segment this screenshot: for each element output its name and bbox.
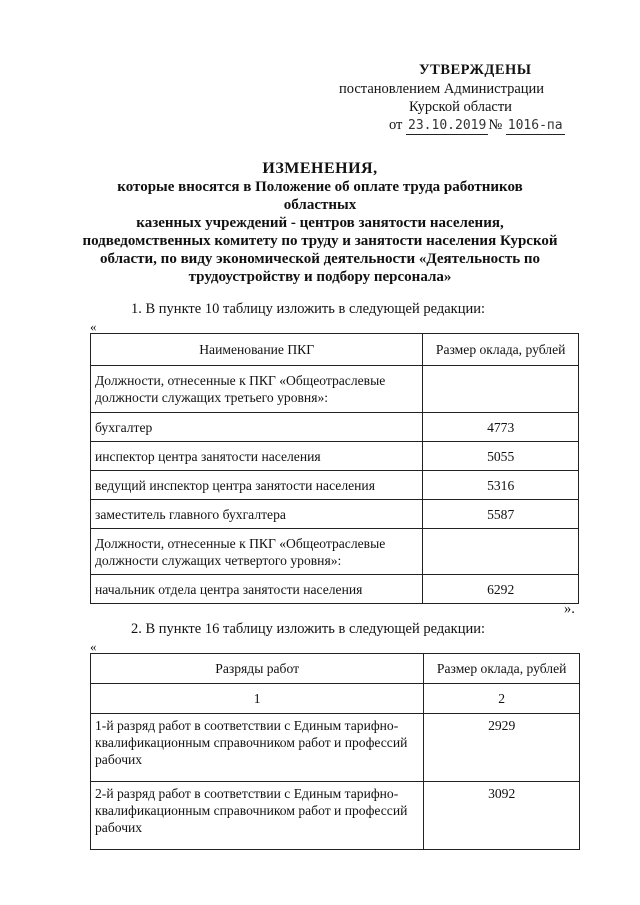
row-name: Должности, отнесенные к ПКГ «Общеотраслевые должности служащих четвертого уровня»: [91,529,423,575]
section1-intro: 1. В пункте 10 таблицу изложить в следующей редакции: [131,301,485,317]
row-value: 2929 [424,714,580,782]
document-heading [80,160,560,286]
approval-date-field [406,117,488,135]
approval-date: 23.10.2019 [408,118,487,133]
approval-title: УТВЕРЖДЕНЫ [419,62,532,78]
section1-close-quote: ». [564,601,575,617]
approval-number: 1016-па [507,118,563,133]
row-name: бухгалтер [91,413,423,442]
row-value: 3092 [424,782,580,850]
heading-line: трудоустройству и подбору персонала» [188,269,452,285]
section2-open-quote: « [90,639,97,654]
row-name: 1-й разряд работ в соответствии с Единым тарифно-квалификационным справочником работ и профессий рабочих [91,714,424,782]
row-value: 6292 [423,575,579,604]
row-name: ведущий инспектор центра занятости населения [91,471,423,500]
approval-number-field [506,117,565,135]
table-header-row [91,334,579,366]
table-row [91,782,580,850]
column-header-salary: Размер оклада, рублей [424,654,580,684]
approval-issuer: постановлением Администрации [339,81,545,97]
row-value: 5316 [423,471,579,500]
table-row [91,500,579,529]
table-header-row [91,654,580,684]
heading-line: подведомственных комитету по труду и занятости населения Курской [82,233,558,249]
document-title: ИЗМЕНЕНИЯ, [262,160,378,177]
table-row [91,714,580,782]
table-row [91,575,579,604]
approval-date-number [389,116,565,135]
row-name: Должности, отнесенные к ПКГ «Общеотраслевые должности служащих третьего уровня»: [91,366,423,413]
row-name: инспектор центра занятости населения [91,442,423,471]
table-row [91,366,579,413]
column-header-salary: Размер оклада, рублей [423,334,579,366]
approval-region: Курской области [409,99,512,115]
row-name: 2-й разряд работ в соответствии с Единым тарифно-квалификационным справочником работ и профессий рабочих [91,782,424,850]
heading-line: казенных учреждений - центров занятости населения, [136,215,504,231]
heading-line: которые вносятся в Положение об оплате труда работников областных [117,179,523,213]
row-value: 5055 [423,442,579,471]
table-row [91,442,579,471]
table-row [91,471,579,500]
table-row [91,413,579,442]
column-header-name: Наименование ПКГ [91,334,423,366]
section1-open-quote: « [90,319,97,334]
section2-intro: 2. В пункте 16 таблицу изложить в следующей редакции: [131,621,485,637]
approval-prefix: от [389,117,403,133]
row-value [423,366,579,413]
row-value: 5587 [423,500,579,529]
column-number: 1 [91,684,424,714]
heading-line: области, по виду экономической деятельности «Деятельность по [99,251,541,267]
column-number: 2 [424,684,580,714]
table-row [91,529,579,575]
table-column-numbers-row [91,684,580,714]
section2-table [90,653,580,850]
approval-number-sign: № [488,117,503,133]
row-name: заместитель главного бухгалтера [91,500,423,529]
row-value [423,529,579,575]
column-header-grade: Разряды работ [91,654,424,684]
row-name: начальник отдела центра занятости населения [91,575,423,604]
row-value: 4773 [423,413,579,442]
section1-table [90,333,579,604]
